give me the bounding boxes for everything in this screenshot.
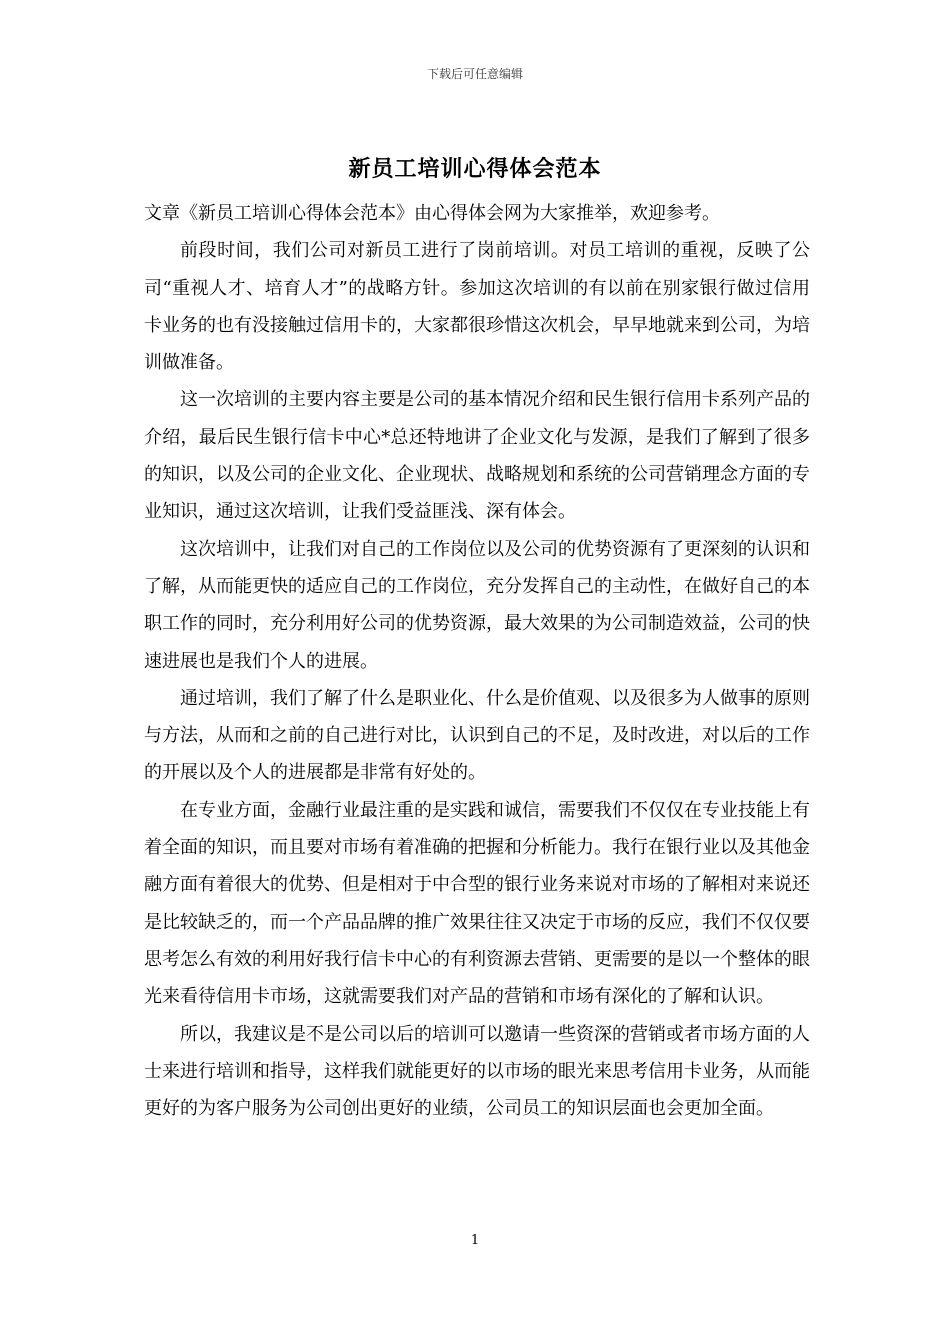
page-number: 1 (470, 1233, 480, 1248)
intro-paragraph: 文章《新员工培训心得体会范本》由心得体会网为大家推举，欢迎参考。 (144, 203, 720, 224)
body-paragraph-1: 前段时间，我们公司对新员工进行了岗前培训。对员工培训的重视，反映了公司“重视人才、培育人才”的战略方针。参加这次培训的有以前在别家银行做过信用卡业务的也有没接触过信用卡的，大家都很珍惜这次机会，早早地就来到公司，为培训做准备。 (144, 240, 810, 374)
body-paragraph-5: 在专业方面，金融行业最注重的是实践和诚信，需要我们不仅仅在专业技能上有着全面的知识，而且要对市场有着准确的把握和分析能力。我行在银行业以及其他金融方面有着很大的优势、但是相对于中合型的银行业务来说对市场的了解相对来说还是比较缺乏的，而一个产品品牌的推广效果往往又决定于市场的反应，我们不仅仅要思考怎么有效的利用好我行信卡中心的有利资源去营销、更需要的是以一个整体的眼光来看待信用卡市场，这就需要我们对产品的营销和市场有深化的了解和认识。 (144, 799, 810, 1008)
document-title: 新员工培训心得体会范本 (348, 156, 602, 182)
body-paragraph-4: 通过培训，我们了解了什么是职业化、什么是价值观、以及很多为人做事的原则与方法，从而和之前的自己进行对比，认识到自己的不足，及时改进，对以后的工作的开展以及个人的进展都是非常有好处的。 (144, 687, 810, 784)
body-paragraph-6: 所以，我建议是不是公司以后的培训可以邀请一些资深的营销或者市场方面的人士来进行培训和指导，这样我们就能更好的以市场的眼光来思考信用卡业务，从而能更好的为客户服务为公司创出更好的业绩，公司员工的知识层面也会更加全面。 (144, 1023, 810, 1120)
document-body (144, 195, 810, 1127)
body-paragraph-2: 这一次培训的主要内容主要是公司的基本情况介绍和民生银行信用卡系列产品的介绍，最后民生银行信卡中心*总还特地讲了企业文化与发源，是我们了解到了很多的知识，以及公司的企业文化、企业现状、战略规划和系统的公司营销理念方面的专业知识，通过这次培训，让我们受益匪浅、深有体会。 (144, 389, 810, 523)
body-paragraph-3: 这次培训中，让我们对自己的工作岗位以及公司的优势资源有了更深刻的认识和了解，从而能更快的适应自己的工作岗位，充分发挥自己的主动性，在做好自己的本职工作的同时，充分利用好公司的优势资源，最大效果的为公司制造效益，公司的快速进展也是我们个人的进展。 (144, 538, 810, 672)
page-header-note: 下载后可任意编辑 (426, 67, 523, 81)
